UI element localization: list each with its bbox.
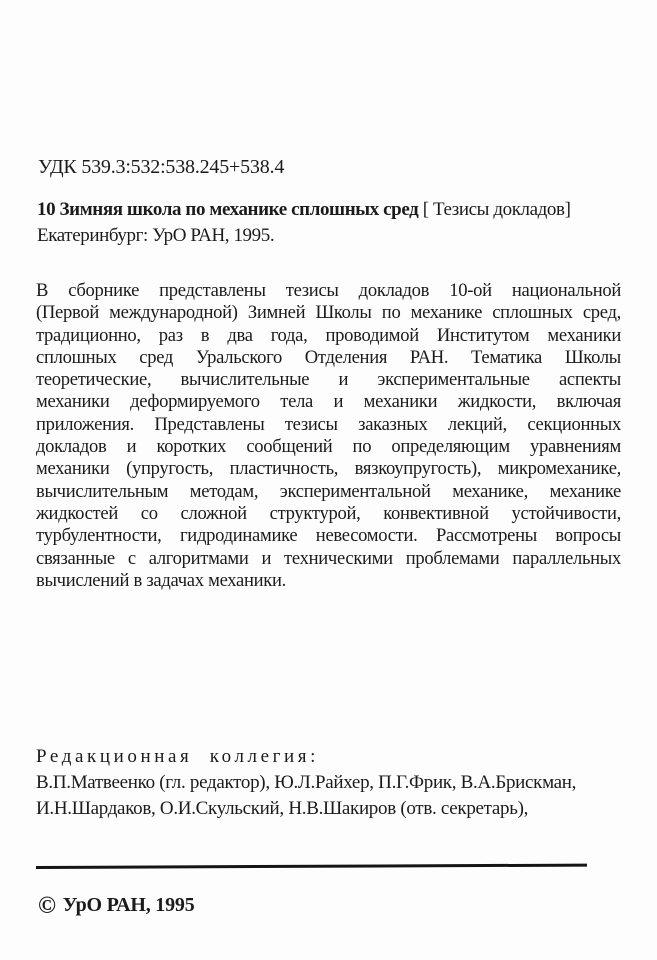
copyright-symbol: © [38,893,56,919]
book-title-block [37,197,571,249]
editorial-board-block [36,743,576,821]
abstract-line: жидкостей со сложной структурой, конвективной устойчивости, [36,502,621,524]
abstract-paragraph [36,280,621,592]
abstract-line: приложения. Представлены тезисы заказных лекций, секционных [36,413,621,435]
abstract-line: механики (упругость, пластичность, вязкоупругость), микромеханике, [36,458,621,480]
book-title-bold: 10 Зимняя школа по механике сплошных сред [37,199,419,220]
editorial-board-line: И.Н.Шардаков, О.И.Скульский, Н.В.Шакиров (отв. секретарь), [36,797,529,819]
abstract-line: традиционно, раз в два года, проводимой Институтом механики [36,324,621,346]
abstract-line: турбулентности, гидродинамике невесомости. Рассмотрены вопросы [36,525,621,547]
copyright-text: УрО РАН, 1995 [62,894,195,916]
udc-classification-line: УДК 539.3:532:538.245+538.4 [38,156,285,178]
imprint-line: Екатеринбург: УрО РАН, 1995. [37,225,275,246]
abstract-line: вычислений в задачах механики. [36,569,287,591]
abstract-line: сплошных сред Уральского Отделения РАН. Тематика Школы [36,346,621,368]
abstract-line: механики деформируемого тела и механики жидкости, включая [36,391,621,413]
abstract-line: вычислительным методам, экспериментальной механике, механике [36,480,621,502]
abstract-line: В сборнике представлены тезисы докладов 10-ой национальной [36,280,621,301]
abstract-line: (Первой международной) Зимней Школы по механике сплошных сред, [36,302,621,324]
editorial-board-heading: Редакционная коллегия: [36,746,320,767]
copyright-line [38,893,195,920]
editorial-board-line: В.П.Матвеенко (гл. редактор), Ю.Л.Райхер, П.Г.Фрик, В.А.Брискман, [36,772,577,793]
separator-rule [36,864,587,869]
book-title-annotation: [ Тезисы докладов] [422,199,571,220]
abstract-line: связанные с алгоритмами и техническими проблемами параллельных [36,547,621,569]
abstract-line: теоретические, вычислительные и экспериментальные аспекты [36,369,621,391]
abstract-line: докладов и коротких сообщений по определяющим уравнениям [36,436,621,458]
book-title-line [37,197,571,223]
